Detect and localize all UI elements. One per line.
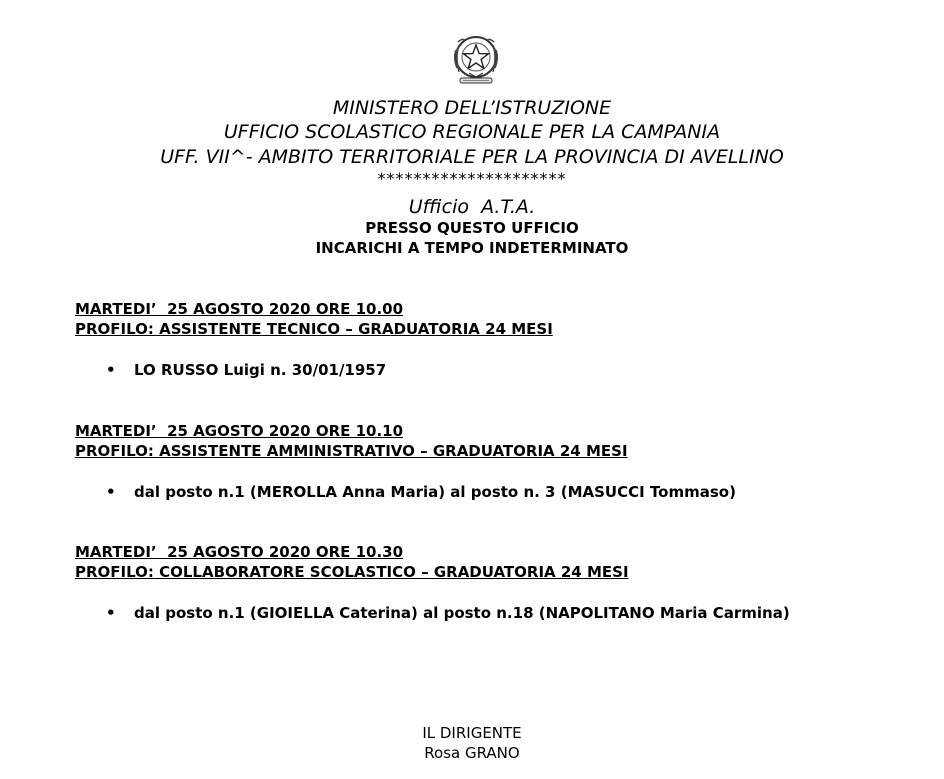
- section-date: MARTEDI’ 25 AGOSTO 2020 ORE 10.30: [75, 543, 404, 561]
- section-profile: PROFILO: ASSISTENTE AMMINISTRATIVO – GRADUATORIA 24 MESI: [75, 442, 628, 460]
- section-date: MARTEDI’ 25 AGOSTO 2020 ORE 10.10: [75, 422, 404, 440]
- list-item: [106, 360, 386, 380]
- subtitle-location: PRESSO QUESTO UFFICIO: [365, 219, 579, 237]
- list-item: [106, 482, 736, 502]
- list-item-text: dal posto n.1 (GIOIELLA Caterina) al posto n.18 (NAPOLITANO Maria Carmina): [134, 604, 790, 622]
- list-item: [106, 603, 790, 623]
- list-item-text: dal posto n.1 (MEROLLA Anna Maria) al posto n. 3 (MASUCCI Tommaso): [134, 483, 736, 501]
- subtitle-assignments: INCARICHI A TEMPO INDETERMINATO: [315, 239, 629, 257]
- section-profile: PROFILO: COLLABORATORE SCOLASTICO – GRADUATORIA 24 MESI: [75, 563, 629, 581]
- office-name: Ufficio A.T.A.: [408, 196, 536, 218]
- signature-name: Rosa GRANO: [424, 744, 520, 762]
- regional-office-title: UFFICIO SCOLASTICO REGIONALE PER LA CAMPANIA: [223, 121, 721, 143]
- ministry-title: MINISTERO DELL’ISTRUZIONE: [332, 97, 612, 119]
- territorial-office-title: UFF. VII^- AMBITO TERRITORIALE PER LA PROVINCIA DI AVELLINO: [160, 146, 784, 168]
- bullet-icon: •: [106, 483, 116, 501]
- list-item-text: LO RUSSO Luigi n. 30/01/1957: [134, 361, 387, 379]
- separator-stars: *********************: [377, 169, 567, 188]
- bullet-icon: •: [106, 604, 116, 622]
- italian-republic-emblem-icon: [447, 28, 505, 90]
- section-profile: PROFILO: ASSISTENTE TECNICO – GRADUATORIA 24 MESI: [75, 320, 553, 338]
- bullet-icon: •: [106, 361, 116, 379]
- signature-title: IL DIRIGENTE: [422, 724, 522, 742]
- section-date: MARTEDI’ 25 AGOSTO 2020 ORE 10.00: [75, 300, 404, 318]
